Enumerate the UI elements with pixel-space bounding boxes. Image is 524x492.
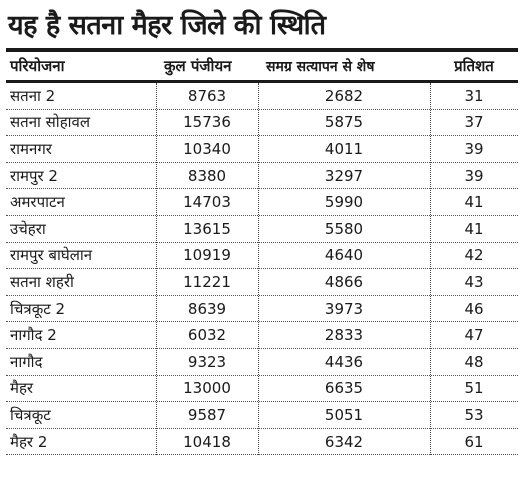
cell-project: सतना सोहावल	[10, 113, 91, 132]
cell-percentage: 41	[464, 193, 484, 212]
cell-percentage: 51	[464, 379, 484, 398]
table-row	[6, 296, 518, 323]
table-row	[6, 429, 518, 456]
cell-project: अमरपाटन	[10, 193, 65, 212]
cell-project: सतना 2	[10, 86, 56, 105]
header-percentage: प्रतिशत	[454, 57, 494, 75]
table-header	[6, 52, 518, 80]
table-row	[6, 402, 518, 429]
table-row	[6, 269, 518, 296]
cell-project: मैहर 2	[10, 432, 48, 451]
cell-percentage: 47	[464, 326, 484, 345]
cell-remaining-verification: 4866	[324, 272, 364, 291]
table-row	[6, 349, 518, 376]
cell-project: उचेहरा	[10, 219, 46, 238]
header-project: परियोजना	[10, 57, 65, 75]
cell-percentage: 39	[464, 139, 484, 158]
cell-total-registration: 14703	[183, 193, 231, 212]
cell-project: नागौद	[10, 352, 43, 371]
cell-remaining-verification: 5875	[324, 113, 364, 132]
cell-total-registration: 8380	[187, 166, 227, 185]
cell-remaining-verification: 2833	[324, 326, 364, 345]
table-row	[6, 376, 518, 403]
table-row	[6, 216, 518, 243]
cell-project: मैहर	[10, 379, 34, 398]
cell-remaining-verification: 6635	[324, 379, 364, 398]
column-divider	[258, 83, 259, 455]
cell-percentage: 41	[464, 219, 484, 238]
cell-remaining-verification: 2682	[324, 86, 364, 105]
cell-project: रामनगर	[10, 139, 52, 158]
cell-total-registration: 10340	[183, 139, 231, 158]
table-row	[6, 163, 518, 190]
cell-remaining-verification: 5580	[324, 219, 364, 238]
column-divider	[430, 83, 431, 455]
cell-remaining-verification: 4011	[324, 139, 364, 158]
cell-total-registration: 13615	[183, 219, 231, 238]
cell-project: रामपुर 2	[10, 166, 58, 185]
header-remaining-verification: समग्र सत्यापन से शेष	[266, 58, 375, 75]
cell-percentage: 39	[464, 166, 484, 185]
cell-percentage: 46	[464, 299, 484, 318]
cell-total-registration: 10418	[183, 432, 231, 451]
table-row	[6, 136, 518, 163]
table-row	[6, 322, 518, 349]
cell-remaining-verification: 4436	[324, 352, 364, 371]
cell-total-registration: 8639	[187, 299, 227, 318]
cell-percentage: 48	[464, 352, 484, 371]
table-row	[6, 243, 518, 270]
cell-remaining-verification: 3297	[324, 166, 364, 185]
cell-project: रामपुर बाघेलान	[10, 246, 93, 265]
cell-remaining-verification: 6342	[324, 432, 364, 451]
table-row	[6, 83, 518, 110]
cell-percentage: 37	[464, 113, 484, 132]
cell-remaining-verification: 5051	[324, 405, 364, 424]
cell-project: चित्रकूट	[10, 405, 51, 424]
cell-total-registration: 11221	[183, 272, 231, 291]
cell-total-registration: 13000	[183, 379, 231, 398]
cell-total-registration: 9323	[187, 352, 227, 371]
cell-remaining-verification: 3973	[324, 299, 364, 318]
table-row	[6, 110, 518, 137]
cell-percentage: 61	[464, 432, 484, 451]
table-body	[6, 83, 518, 455]
cell-total-registration: 8763	[187, 86, 227, 105]
cell-total-registration: 9587	[187, 405, 227, 424]
cell-remaining-verification: 4640	[324, 246, 364, 265]
column-divider	[156, 83, 157, 455]
cell-project: नागौद 2	[10, 326, 57, 345]
cell-remaining-verification: 5990	[324, 193, 364, 212]
cell-percentage: 42	[464, 246, 484, 265]
cell-total-registration: 15736	[183, 113, 231, 132]
page-title: यह है सतना मैहर जिले की स्थिति	[8, 10, 326, 41]
header-total-registration: कुल पंजीयन	[164, 57, 232, 75]
cell-project: चित्रकूट 2	[10, 299, 66, 318]
cell-project: सतना शहरी	[10, 272, 74, 291]
cell-percentage: 31	[464, 86, 484, 105]
table-row	[6, 189, 518, 216]
cell-total-registration: 10919	[183, 246, 231, 265]
cell-total-registration: 6032	[187, 326, 227, 345]
cell-percentage: 43	[464, 272, 484, 291]
cell-percentage: 53	[464, 405, 484, 424]
